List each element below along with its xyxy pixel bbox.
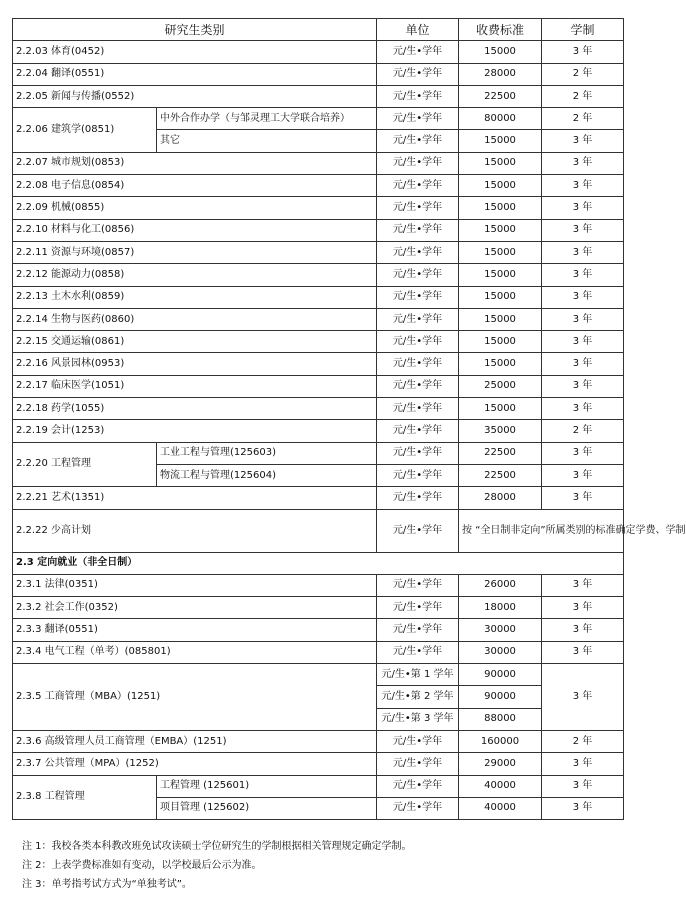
program-name: 2.3.3 翻译(0551) xyxy=(13,619,377,641)
unit-cell: 元/生•学年 xyxy=(377,730,459,752)
fee-cell: 29000 xyxy=(459,753,542,775)
unit-cell: 元/生•学年 xyxy=(377,775,459,797)
years-cell: 3 年 xyxy=(542,175,624,197)
fee-cell: 18000 xyxy=(459,597,542,619)
footnote: 注 1：我校各类本科教改班免试攻读硕士学位研究生的学制根据相关管理规定确定学制。 xyxy=(22,841,412,852)
section-row xyxy=(13,552,624,574)
years-cell: 3 年 xyxy=(542,797,624,819)
years-cell: 3 年 xyxy=(542,152,624,174)
unit-cell: 元/生•学年 xyxy=(377,41,459,63)
years-cell: 3 年 xyxy=(542,597,624,619)
table-row xyxy=(13,775,624,797)
years-cell: 3 年 xyxy=(542,398,624,420)
unit-cell: 元/生•学年 xyxy=(377,509,459,552)
table-row xyxy=(13,597,624,619)
table-row xyxy=(13,753,624,775)
program-name: 2.3.2 社会工作(0352) xyxy=(13,597,377,619)
fee-cell: 22500 xyxy=(459,85,542,107)
footnote: 注 3：单考指考试方式为“单独考试”。 xyxy=(22,879,192,890)
program-name: 2.2.15 交通运输(0861) xyxy=(13,331,377,353)
minority-note: 按 “全日制非定向”所属类别的标准确定学费、学制 xyxy=(459,509,624,552)
unit-cell: 元/生•学年 xyxy=(377,464,459,486)
sub-program-name: 其它 xyxy=(157,130,377,152)
program-name: 2.3.7 公共管理（MPA）(1252) xyxy=(13,753,377,775)
program-name: 2.2.10 材料与化工(0856) xyxy=(13,219,377,241)
header-unit: 单位 xyxy=(377,19,459,41)
footnote: 注 2：上表学费标准如有变动，以学校最后公示为准。 xyxy=(22,860,262,871)
fee-cell: 15000 xyxy=(459,331,542,353)
unit-cell: 元/生•学年 xyxy=(377,286,459,308)
table-row xyxy=(13,664,624,686)
section-title: 2.3 定向就业（非全日制） xyxy=(13,552,624,574)
table-row xyxy=(13,331,624,353)
fee-cell: 22500 xyxy=(459,442,542,464)
program-name: 2.2.18 药学(1055) xyxy=(13,398,377,420)
years-cell: 3 年 xyxy=(542,308,624,330)
unit-cell: 元/生•学年 xyxy=(377,619,459,641)
fee-cell: 88000 xyxy=(459,708,542,730)
unit-cell: 元/生•第 2 学年 xyxy=(377,686,459,708)
fee-cell: 80000 xyxy=(459,108,542,130)
table-row xyxy=(13,641,624,663)
table-row xyxy=(13,308,624,330)
years-cell: 3 年 xyxy=(542,331,624,353)
fee-cell: 160000 xyxy=(459,730,542,752)
unit-cell: 元/生•学年 xyxy=(377,442,459,464)
program-name: 2.3.8 工程管理 xyxy=(13,775,157,820)
program-name: 2.3.1 法律(0351) xyxy=(13,574,377,596)
unit-cell: 元/生•第 1 学年 xyxy=(377,664,459,686)
fee-cell: 28000 xyxy=(459,487,542,509)
unit-cell: 元/生•学年 xyxy=(377,353,459,375)
fee-cell: 15000 xyxy=(459,219,542,241)
program-name: 2.2.21 艺术(1351) xyxy=(13,487,377,509)
unit-cell: 元/生•学年 xyxy=(377,152,459,174)
program-name: 2.2.07 城市规划(0853) xyxy=(13,152,377,174)
unit-cell: 元/生•学年 xyxy=(377,375,459,397)
fee-cell: 90000 xyxy=(459,686,542,708)
years-cell: 3 年 xyxy=(542,664,624,731)
years-cell: 3 年 xyxy=(542,574,624,596)
unit-cell: 元/生•学年 xyxy=(377,264,459,286)
unit-cell: 元/生•学年 xyxy=(377,85,459,107)
table-row xyxy=(13,574,624,596)
fee-cell: 15000 xyxy=(459,197,542,219)
years-cell: 3 年 xyxy=(542,753,624,775)
program-name: 2.3.4 电气工程（单考）(085801) xyxy=(13,641,377,663)
program-name: 2.2.05 新闻与传播(0552) xyxy=(13,85,377,107)
table-row xyxy=(13,619,624,641)
years-cell: 3 年 xyxy=(542,219,624,241)
sub-program-name: 工程管理 (125601) xyxy=(157,775,377,797)
years-cell: 3 年 xyxy=(542,442,624,464)
fee-cell: 28000 xyxy=(459,63,542,85)
years-cell: 3 年 xyxy=(542,487,624,509)
unit-cell: 元/生•学年 xyxy=(377,420,459,442)
fee-cell: 15000 xyxy=(459,241,542,263)
table-row xyxy=(13,375,624,397)
sub-program-name: 工业工程与管理(125603) xyxy=(157,442,377,464)
years-cell: 3 年 xyxy=(542,353,624,375)
program-name: 2.2.13 土木水利(0859) xyxy=(13,286,377,308)
table-row xyxy=(13,730,624,752)
table-row xyxy=(13,41,624,63)
table-row xyxy=(13,487,624,509)
table-row xyxy=(13,197,624,219)
years-cell: 3 年 xyxy=(542,197,624,219)
fee-cell: 30000 xyxy=(459,619,542,641)
sub-program-name: 物流工程与管理(125604) xyxy=(157,464,377,486)
years-cell: 2 年 xyxy=(542,730,624,752)
unit-cell: 元/生•学年 xyxy=(377,641,459,663)
unit-cell: 元/生•学年 xyxy=(377,398,459,420)
unit-cell: 元/生•学年 xyxy=(377,308,459,330)
fee-cell: 35000 xyxy=(459,420,542,442)
years-cell: 3 年 xyxy=(542,41,624,63)
unit-cell: 元/生•学年 xyxy=(377,197,459,219)
unit-cell: 元/生•学年 xyxy=(377,108,459,130)
years-cell: 3 年 xyxy=(542,130,624,152)
table-row xyxy=(13,420,624,442)
header-category: 研究生类别 xyxy=(13,19,377,41)
program-name: 2.3.6 高级管理人员工商管理（EMBA）(1251) xyxy=(13,730,377,752)
unit-cell: 元/生•学年 xyxy=(377,487,459,509)
fee-cell: 40000 xyxy=(459,797,542,819)
fee-cell: 25000 xyxy=(459,375,542,397)
unit-cell: 元/生•学年 xyxy=(377,63,459,85)
unit-cell: 元/生•学年 xyxy=(377,219,459,241)
years-cell: 2 年 xyxy=(542,108,624,130)
table-row xyxy=(13,264,624,286)
program-name: 2.2.12 能源动力(0858) xyxy=(13,264,377,286)
table-row xyxy=(13,442,624,464)
program-name: 2.2.20 工程管理 xyxy=(13,442,157,487)
table-row xyxy=(13,175,624,197)
program-name: 2.2.04 翻译(0551) xyxy=(13,63,377,85)
header-fee: 收费标准 xyxy=(459,19,542,41)
program-name: 2.3.5 工商管理（MBA）(1251) xyxy=(13,664,377,731)
fee-cell: 15000 xyxy=(459,264,542,286)
program-name: 2.2.16 风景园林(0953) xyxy=(13,353,377,375)
program-name: 2.2.11 资源与环境(0857) xyxy=(13,241,377,263)
fee-cell: 15000 xyxy=(459,286,542,308)
program-name: 2.2.09 机械(0855) xyxy=(13,197,377,219)
program-name: 2.2.19 会计(1253) xyxy=(13,420,377,442)
table-row xyxy=(13,398,624,420)
unit-cell: 元/生•学年 xyxy=(377,574,459,596)
unit-cell: 元/生•学年 xyxy=(377,331,459,353)
years-cell: 3 年 xyxy=(542,775,624,797)
sub-program-name: 项目管理 (125602) xyxy=(157,797,377,819)
fee-cell: 15000 xyxy=(459,152,542,174)
header-row xyxy=(13,19,624,41)
years-cell: 3 年 xyxy=(542,264,624,286)
fee-cell: 15000 xyxy=(459,41,542,63)
years-cell: 2 年 xyxy=(542,85,624,107)
unit-cell: 元/生•学年 xyxy=(377,175,459,197)
fee-cell: 15000 xyxy=(459,353,542,375)
program-name: 2.2.06 建筑学(0851) xyxy=(13,108,157,153)
fee-cell: 15000 xyxy=(459,130,542,152)
unit-cell: 元/生•第 3 学年 xyxy=(377,708,459,730)
years-cell: 3 年 xyxy=(542,375,624,397)
fee-cell: 26000 xyxy=(459,574,542,596)
table-row xyxy=(13,108,624,130)
unit-cell: 元/生•学年 xyxy=(377,597,459,619)
header-years: 学制 xyxy=(542,19,624,41)
fee-cell: 15000 xyxy=(459,308,542,330)
table-row xyxy=(13,85,624,107)
program-name: 2.2.14 生物与医药(0860) xyxy=(13,308,377,330)
fee-table xyxy=(12,18,686,820)
footnotes xyxy=(22,837,412,894)
unit-cell: 元/生•学年 xyxy=(377,753,459,775)
program-name: 2.2.22 少高计划 xyxy=(13,509,377,552)
fee-cell: 40000 xyxy=(459,775,542,797)
fee-cell: 30000 xyxy=(459,641,542,663)
fee-cell: 22500 xyxy=(459,464,542,486)
table-row xyxy=(13,353,624,375)
years-cell: 2 年 xyxy=(542,420,624,442)
fee-cell: 90000 xyxy=(459,664,542,686)
program-name: 2.2.03 体育(0452) xyxy=(13,41,377,63)
sub-program-name: 中外合作办学（与邹灵理工大学联合培养） xyxy=(157,108,377,130)
fee-cell: 15000 xyxy=(459,175,542,197)
years-cell: 3 年 xyxy=(542,286,624,308)
table-row xyxy=(13,63,624,85)
years-cell: 2 年 xyxy=(542,63,624,85)
unit-cell: 元/生•学年 xyxy=(377,797,459,819)
program-name: 2.2.17 临床医学(1051) xyxy=(13,375,377,397)
table-row xyxy=(13,219,624,241)
fee-cell: 15000 xyxy=(459,398,542,420)
years-cell: 3 年 xyxy=(542,464,624,486)
years-cell: 3 年 xyxy=(542,619,624,641)
years-cell: 3 年 xyxy=(542,241,624,263)
table-row xyxy=(13,152,624,174)
table-row xyxy=(13,241,624,263)
years-cell: 3 年 xyxy=(542,641,624,663)
table-row xyxy=(13,286,624,308)
table-row xyxy=(13,509,624,552)
unit-cell: 元/生•学年 xyxy=(377,241,459,263)
program-name: 2.2.08 电子信息(0854) xyxy=(13,175,377,197)
unit-cell: 元/生•学年 xyxy=(377,130,459,152)
